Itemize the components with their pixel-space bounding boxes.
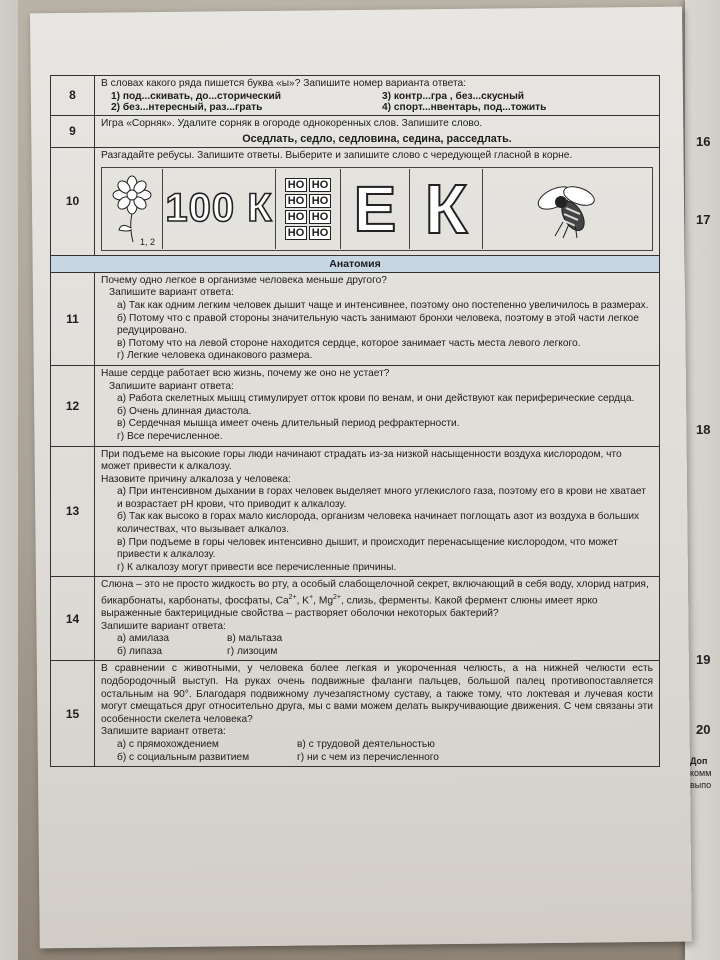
answer-prompt: Запишите вариант ответа:	[101, 620, 226, 632]
flower-icon	[107, 174, 157, 244]
answer-option: г) лизоцим	[227, 645, 278, 657]
answer-option: в) мальтаза	[227, 633, 283, 645]
question-text	[101, 579, 653, 620]
answer-option: в) При подъеме в горы человек интенсивно дышит, и происходит перенасыщение кислородом, что может привести к алкалозу.	[117, 536, 618, 561]
question-number: 15	[51, 661, 95, 767]
answer-option: г) ни с чем из перечисленного	[297, 751, 439, 763]
question-number: 9	[51, 115, 95, 148]
question-number: 14	[51, 577, 95, 661]
answer-option: б) Очень длинная диастола.	[117, 405, 252, 417]
answer-option: в) Сердечная мышца имеет очень длительный период рефрактерности.	[117, 418, 460, 430]
side-number: 16	[696, 134, 711, 149]
rebus-flower	[102, 169, 163, 249]
answer-option: а) При интенсивном дыхании в горах человек выделяет много углекислого газа, поэтому его в крови не хватает и возрастает pH крови, что приводит к алкалозу.	[117, 486, 646, 510]
rebus-k	[410, 169, 483, 249]
side-number: 18	[696, 422, 711, 437]
answer-option: б) с социальным развитием	[117, 751, 250, 763]
rebus-letter: Е	[353, 172, 397, 245]
answer-option: 3) контр...гра , без...скусный	[382, 90, 525, 102]
rebus-no: НО	[309, 194, 331, 208]
answer-option: г) К алкалозу могут привести все перечисленные причины.	[117, 561, 397, 573]
answer-option: 1) под...скивать, до...сторический	[111, 90, 281, 102]
side-number: 19	[696, 652, 711, 667]
answer-option: б) Так как высоко в горах мало кислорода, организм человека начинает поглощать азот из воздуха в больших количествах, что вызывает алкалоз.	[117, 511, 640, 536]
answer-option: б) Потому что с правой стороны значительную часть занимают бронхи человека, поэтому в этой части легкое редуцировано.	[117, 312, 639, 337]
answer-prompt: Назовите причину алкалоза у человека:	[101, 473, 291, 485]
question-row	[51, 365, 660, 446]
question-row	[51, 446, 660, 577]
question-row	[51, 76, 660, 116]
left-paper-edge	[0, 0, 18, 960]
rebus-bee	[483, 169, 652, 249]
superscript: 2+	[288, 594, 297, 602]
question-number: 12	[51, 365, 95, 446]
superscript: +	[309, 594, 314, 602]
question-number: 10	[51, 148, 95, 256]
section-title: Анатомия	[51, 255, 660, 272]
rebus-no: НО	[309, 178, 331, 192]
question-text: Игра «Сорняк». Удалите сорняк в огороде однокоренных слов. Запишите слово.	[101, 117, 483, 129]
answer-option: в) с трудовой деятельностью	[297, 738, 435, 750]
side-text: выпо	[690, 780, 712, 790]
rebus-text: 100 К	[165, 186, 273, 231]
rebus-100k	[163, 169, 276, 249]
answer-option: 4) спорт...нвентарь, под...тожить	[382, 101, 547, 113]
side-number: 20	[696, 722, 711, 737]
rebus-strip	[101, 167, 653, 251]
rebus-no: НО	[285, 178, 307, 192]
side-number: 17	[696, 212, 711, 227]
question-text: Наше сердце работает всю жизнь, почему же оно не устает?	[101, 367, 390, 379]
question-row	[51, 148, 660, 256]
question-number: 8	[51, 76, 95, 116]
superscript: 2+	[333, 594, 341, 602]
rebus-e	[341, 169, 410, 249]
rebus-no-grid	[276, 169, 341, 249]
question-row	[51, 115, 660, 148]
answer-option: г) Все перечисленное.	[117, 430, 223, 442]
answer-option: а) Так как одним легким человек дышит чаще и интенсивнее, поэтому оно постепенно увеличилось в размерах.	[117, 299, 649, 311]
question-number: 13	[51, 446, 95, 577]
rebus-no: НО	[285, 194, 307, 208]
rebus-no: НО	[309, 210, 331, 224]
question-number: 11	[51, 272, 95, 365]
question-row	[51, 661, 660, 767]
question-text: Почему одно легкое в организме человека меньше другого?	[101, 274, 387, 286]
rebus-no: НО	[285, 210, 307, 224]
question-text: В сравнении с животными, у человека более легкая и укороченная челюсть, а на нижней челюсти есть подбородочный выступ. На руках очень подвижные фаланги пальцев, большой палец противопоставляется остальным на 90°. Благодаря подвижному лучезапястному суставу, а также тому, что локтевая и лучевая кости могут смещаться друг относительно друга, мы с вами можем делать выкручивающие движения. С чем связаны эти особенности скелета человека?	[101, 663, 653, 725]
section-row	[51, 255, 660, 272]
bee-icon	[533, 178, 603, 240]
rebus-no: НО	[285, 226, 307, 240]
question-text: Разгадайте ребусы. Запишите ответы. Выберите и запишите слово с чередующей гласной в корне.	[101, 150, 573, 162]
rebus-caption: 1, 2	[140, 236, 156, 247]
answer-option: г) Легкие человека одинакового размера.	[117, 350, 313, 362]
question-text-part: , K	[296, 595, 310, 607]
answer-option: 2) без...нтересный, раз...грать	[111, 101, 263, 113]
question-text: В словах какого ряда пишется буква «ы»? Запишите номер варианта ответа:	[101, 78, 467, 89]
side-text: комм	[690, 768, 712, 778]
answer-option: б) липаза	[117, 645, 163, 657]
question-text-part: Слюна – это не просто жидкость во рту, а особый слабощелочной секрет, включающий в себя воду, хлорид натрия, бикарбонаты, карбонаты, фосфаты, Ca	[101, 579, 649, 607]
answer-option: в) Потому что на левой стороне находится сердце, которое занимает часть места левого легкого.	[117, 337, 581, 349]
answer-option: а) Работа скелетных мышц стимулирует отток крови по венам, и они действуют как периферические сердца.	[117, 393, 635, 405]
rebus-no: НО	[309, 226, 331, 240]
question-table	[50, 75, 660, 767]
question-row	[51, 272, 660, 365]
question-row	[51, 577, 660, 661]
question-text: При подъеме на высокие горы люди начинают страдать из-за низкой насыщенности воздуха кислородом, что может привести к алкалозу.	[101, 448, 622, 473]
question-text-part: , Mg	[313, 595, 333, 607]
answer-prompt: Запишите вариант ответа:	[101, 726, 226, 738]
answer-prompt: Запишите вариант ответа:	[109, 287, 234, 299]
answer-option: а) с прямохождением	[117, 738, 219, 750]
word-list: Оседлать, седло, седловина, седина, расседлать.	[242, 133, 512, 146]
answer-option: а) амилаза	[117, 633, 170, 645]
answer-prompt: Запишите вариант ответа:	[109, 380, 234, 392]
rebus-letter: К	[424, 169, 468, 248]
side-text: Доп	[690, 756, 708, 766]
question-text-part: , слизь, ферменты. Какой фермент слюны имеет ярко выраженные бактерицидные свойства – растворяет оболочки некоторых бактерий?	[101, 595, 598, 620]
